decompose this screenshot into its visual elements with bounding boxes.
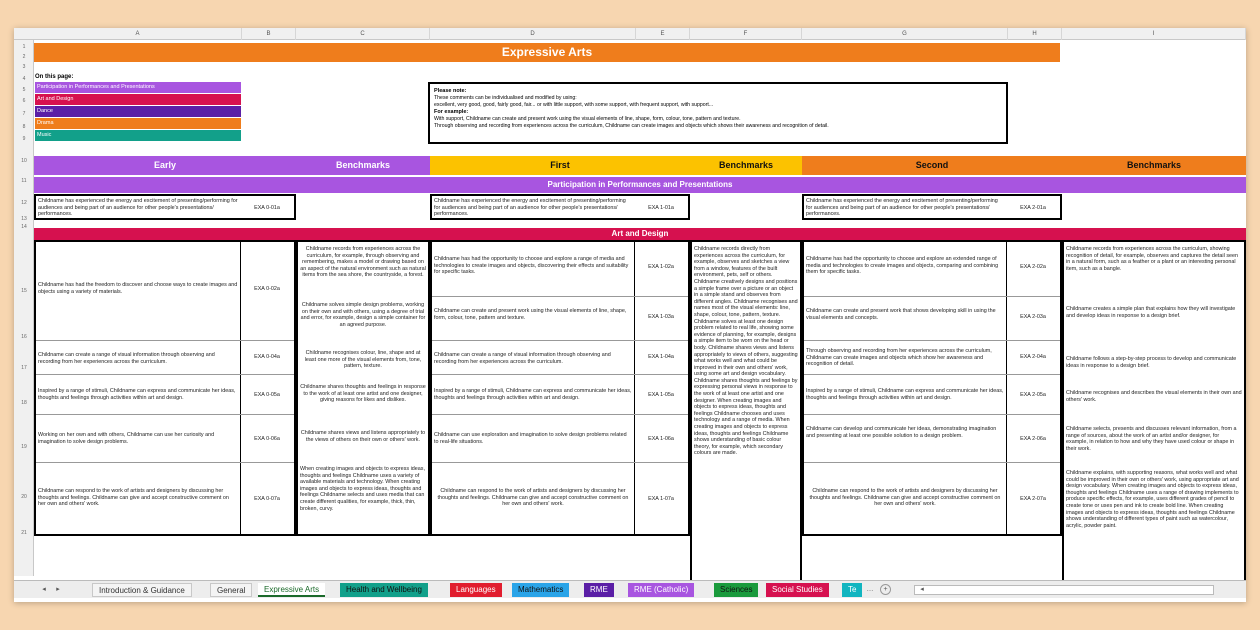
statement-cell[interactable]: Childname can create a range of visual information through observing and recording from her experiences across the curriculum. [38,352,215,365]
level-second-benchmarks: Benchmarks [1062,156,1246,175]
benchmark-cell[interactable]: Childname records directly from experiences across the curriculum, for example, observes and sketches a view from a window, features of the built environment, pets, self or others. Childname creatively designs and positions a simple frame over a picture or an object in a simple stand and observes from different angles. Childname recognises and names most of the visual elements: line, shape, colour, tone, pattern, texture. Childname solves at least one design problem related to real life, showing some evidence of planning, for example, designs a simple item to be worn on the head or body. Childname shares views and listens appropriately to views of others, suggesting what works well and what could be improved in their own and others' work, using some art and design vocabulary. Childname shares thoughts and feelings by expressing personal views in response to the work of at least one artist and one designer. When creating images and objects to express ideas, thoughts and feelings Childname chooses and uses technology and a range of media. When creating images and objects to express ideas, thoughts and feelings Childname shows understanding of basic colour theory, for example, which secondary colours are made. [694,246,798,457]
row-header[interactable]: 13 [21,216,27,222]
statement-cell[interactable]: Childname has had the opportunity to choose and explore an extended range of media and technologies to create images and objects, comparing and combining them for specific tasks. [806,256,999,276]
participation-first-box [430,194,690,220]
link-dance[interactable]: Dance [35,106,241,117]
statement-cell[interactable]: Childname can use exploration and imagination to solve design problems related to real-life situations. [434,432,627,445]
code-cell[interactable]: EXA 2-07a [1020,496,1046,502]
note-example-heading: For example: [434,109,469,115]
row-header[interactable]: 8 [22,124,26,130]
section-participation: Participation in Performances and Presentations [34,177,1246,193]
benchmark-cell[interactable]: Childname creates a simple plan that explains how they will investigate and develop ideas in response to a design brief. [1066,306,1236,319]
link-drama[interactable]: Drama [35,118,241,129]
level-second: Second [802,156,1062,175]
tab-expressive-arts[interactable]: Expressive Arts [258,583,325,597]
row-header[interactable]: 9 [22,136,26,142]
code-cell[interactable]: EXA 1-07a [648,496,674,502]
statement-cell[interactable]: Through observing and recording from her experiences across the curriculum, Childname can create images and objects which show her awareness and recognition of detail. [806,348,992,368]
divider [36,414,294,415]
benchmark-cell[interactable]: Childname follows a step-by-step process to develop and communicate ideas in response to a design brief. [1066,356,1237,369]
divider [804,374,1060,375]
link-participation[interactable]: Participation in Performances and Presentations [35,82,241,93]
tab-general[interactable]: General [210,583,252,597]
level-first: First [430,156,690,175]
code-cell[interactable]: EXA 2-06a [1020,436,1046,442]
code-cell[interactable]: EXA 1-06a [648,436,674,442]
row-header[interactable]: 20 [21,494,27,500]
divider [432,462,688,463]
participation-early-box [34,194,296,220]
col-header-b[interactable]: B [242,28,296,40]
statement-cell[interactable]: Childname has had the opportunity to choose and explore a range of media and technologies to create images and objects, discovering their effects and suitability for specific tasks. [434,256,629,276]
tab-languages[interactable]: Languages [450,583,502,597]
art-early-box [34,240,296,536]
link-music[interactable]: Music [35,130,241,141]
link-art-and-design[interactable]: Art and Design [35,94,241,105]
section-art-and-design: Art and Design [34,228,1246,240]
scroll-tabs-right-icon[interactable]: ▸ [56,586,60,593]
row-header[interactable]: 4 [22,76,26,82]
code-cell[interactable]: EXA 2-03a [1020,314,1046,320]
level-early: Early [34,156,296,175]
row-header-bar [14,40,34,576]
divider [36,340,294,341]
code-cell[interactable]: EXA 1-05a [648,392,674,398]
benchmark-cell[interactable]: Childname records from experiences across the curriculum, showing recognition of detail, for example, observes and captures the detail seen in a natural form, such as a feather or a plant or an interesting personal item, such as a bangle. [1066,246,1239,272]
code-cell[interactable]: EXA 0-05a [254,392,280,398]
row-header[interactable]: 17 [21,365,27,371]
divider [432,414,688,415]
col-header-f[interactable]: F [690,28,802,40]
sheet-title: Expressive Arts [34,43,1060,62]
col-header-g[interactable]: G [802,28,1008,40]
row-header[interactable]: 1 [22,44,26,50]
divider [1006,242,1007,534]
statement-cell[interactable]: Childname can create a range of visual information through observing and recording from her experiences across the curriculum. [434,352,611,365]
row-header[interactable]: 16 [21,334,27,340]
row-header[interactable]: 12 [21,200,27,206]
col-header-h[interactable]: H [1008,28,1062,40]
tab-rme[interactable]: RME [584,583,614,597]
note-box [428,82,1008,144]
note-heading: Please note: [434,88,467,94]
art-first-box [430,240,690,536]
col-header-e[interactable]: E [636,28,690,40]
statement-cell[interactable]: Childname has experienced the energy and excitement of presenting/performing for audiences and being part of an audience for other people's presentations/ performances. [38,198,238,218]
row-header[interactable]: 5 [22,87,26,93]
statement-cell[interactable]: Inspired by a range of stimuli, Childname can express and communicate her ideas, thoughts and feelings through activities within art and design. [806,388,1004,401]
statement-cell[interactable]: Childname has experienced the energy and excitement of presenting/performing for audiences and being part of an audience for other people's presentations/ performances. [434,198,626,218]
statement-cell[interactable]: Childname can develop and communicate her ideas, demonstrating imagination and presenting at least one possible solution to a design problem. [806,426,997,439]
divider [804,414,1060,415]
code-cell[interactable]: EXA 0-01a [254,205,280,211]
row-header[interactable]: 2 [22,54,26,60]
code-cell[interactable]: EXA 0-07a [254,496,280,502]
code-cell[interactable]: EXA 0-02a [254,286,280,292]
code-cell[interactable]: EXA 1-03a [648,314,674,320]
statement-cell[interactable]: Childname can respond to the work of artists and designers by discussing her thoughts and feelings. Childname can give and accept constructive comment on her own and others' work. [437,488,629,508]
benchmark-cell[interactable]: When creating images and objects to express ideas, thoughts and feelings Childname uses a variety of available materials and technology. When creating images and objects to express ideas, thoughts and feelings Childname selects and uses media that can create different qualities, for example, thick, thin, broken, curvy. [300,466,425,512]
tab-introduction-guidance[interactable]: Introduction & Guidance [92,583,192,597]
statement-cell[interactable]: Inspired by a range of stimuli, Childname can express and communicate her ideas, thoughts and feelings through activities within art and design. [434,388,632,401]
more-tabs-icon[interactable]: … [866,586,874,593]
art-first-benchmarks-box [690,240,802,584]
statement-cell[interactable]: Childname has had the freedom to discover and choose ways to create images and objects using a variety of materials. [38,282,238,295]
horizontal-scrollbar[interactable] [914,585,1214,595]
benchmark-cell[interactable]: Childname recognises and describes the visual elements in their own and others' work. [1066,390,1242,403]
code-cell[interactable]: EXA 0-06a [254,436,280,442]
code-cell[interactable]: EXA 2-02a [1020,264,1046,270]
benchmark-cell[interactable]: Childname explains, with supporting reasons, what works well and what could be improved in their own or others' work, using appropriate art and design vocabulary. When creating images and objects to express ideas, thoughts and feelings Childname uses a range of drawing implements to produce specific effects, for example, uses different grades of pencil to create tone or uses pen and ink to create bold line. When creating images and objects to express ideas, thoughts and feelings Childname shows understanding of different types of paint such as watercolour, acrylic, powder paint. [1066,470,1239,529]
col-header-a[interactable]: A [34,28,242,40]
note-line: excellent, very good, good, fairly good, fair... or with little support, with some support, with frequent support, with support... [434,102,714,108]
note-line: Through observing and recording from experiences across the curriculum, Childname can create images and objects which shows their awareness and recognition of detail. [434,123,829,129]
add-sheet-icon[interactable]: + [880,584,891,595]
benchmark-cell[interactable]: Childname shares thoughts and feelings in response to the work of at least one artist and one designer, giving reasons for likes and dislikes. [300,384,426,404]
divider [804,296,1060,297]
statement-cell[interactable]: Childname can respond to the work of artists and designers by discussing her thoughts and feelings. Childname can give and accept constructive comment on her own and others' work. [38,488,229,508]
benchmark-cell[interactable]: Childname selects, presents and discusses relevant information, from a range of sources, about the work of an artist and/or designer, for example, in relation to how and why they have used colour or shape in their work. [1066,426,1237,452]
spreadsheet [14,28,1246,602]
statement-cell[interactable]: Childname has experienced the energy and excitement of presenting/performing for audiences and being part of an audience for other people's presentations/ performances. [806,198,998,218]
benchmark-cell[interactable]: Childname recognises colour, line, shape and at least one more of the visual elements from, tone, pattern, texture. [304,350,422,370]
benchmark-cell[interactable]: Childname records from experiences across the curriculum, for example, through observing and remembering, makes a model or drawing based on an aspect of the natural environment such as natural items from the sea shore, the countryside, a forest. [300,246,426,279]
row-header[interactable]: 14 [21,224,27,230]
note-line: With support, Childname can create and present work using the visual elements of line, shape, form, colour, tone, pattern and texture. [434,116,741,122]
code-cell[interactable]: EXA 2-05a [1020,392,1046,398]
col-header-d[interactable]: D [430,28,636,40]
divider [36,374,294,375]
col-header-c[interactable]: C [296,28,430,40]
row-header[interactable]: 10 [21,158,27,164]
tab-social-studies[interactable]: Social Studies [766,583,829,597]
divider [634,242,635,534]
level-early-benchmarks: Benchmarks [296,156,430,175]
row-header[interactable]: 15 [21,288,27,294]
code-cell[interactable]: EXA 1-02a [648,264,674,270]
code-cell[interactable]: EXA 2-04a [1020,354,1046,360]
row-header[interactable]: 19 [21,444,27,450]
benchmark-cell[interactable]: Childname shares views and listens appropriately to the views of others on their own or others' work. [300,430,426,443]
code-cell[interactable]: EXA 1-01a [648,205,674,211]
statement-cell[interactable]: Childname can create and present work that shows developing skill in using the visual elements and concepts. [806,308,996,321]
divider [432,340,688,341]
statement-cell[interactable]: Childname can respond to the work of artists and designers by discussing her thoughts and feelings. Childname can give and accept constructive comment on her own and others' work. [809,488,1001,508]
tab-mathematics[interactable]: Mathematics [512,583,569,597]
on-this-page-label: On this page: [35,74,74,80]
benchmark-cell[interactable]: Childname solves simple design problems, working on their own and with others, using a degree of trial and error, for example, design a simple container for an agreed purpose. [300,302,426,328]
scrollbar-handle-icon[interactable]: ◂ [920,586,924,593]
code-cell[interactable]: EXA 1-04a [648,354,674,360]
art-second-benchmarks-box [1062,240,1246,584]
statement-cell[interactable]: Working on her own and with others, Childname can use her curiosity and imagination to solve design problems. [38,432,215,445]
row-header[interactable]: 6 [22,98,26,104]
row-header[interactable]: 18 [21,400,27,406]
sheet-tab-bar [14,580,1246,598]
divider [36,462,294,463]
row-header[interactable]: 7 [22,111,26,117]
sheet-grid[interactable] [34,40,1246,576]
code-cell[interactable]: EXA 2-01a [1020,205,1046,211]
scroll-tabs-left-icon[interactable]: ◂ [42,586,46,593]
tab-technologies[interactable]: Te [842,583,862,597]
statement-cell[interactable]: Childname can create and present work using the visual elements of line, shape, form, colour, tone, pattern and texture. [434,308,627,321]
row-header[interactable]: 21 [21,530,27,536]
col-header-i[interactable]: I [1062,28,1246,40]
column-header-bar [14,28,1246,40]
tab-rme-catholic[interactable]: RME (Catholic) [628,583,694,597]
row-header[interactable]: 3 [22,64,26,70]
tab-health-and-wellbeing[interactable]: Health and Wellbeing [340,583,428,597]
divider [432,296,688,297]
note-line: These comments can be individualised and modified by using: [434,95,577,101]
divider [804,462,1060,463]
art-early-benchmarks-box [296,240,430,536]
art-second-box [802,240,1062,536]
participation-second-box [802,194,1062,220]
statement-cell[interactable]: Inspired by a range of stimuli, Childname can express and communicate her ideas, thoughts and feelings through activities within art and design. [38,388,236,401]
code-cell[interactable]: EXA 0-04a [254,354,280,360]
divider [432,374,688,375]
tab-sciences[interactable]: Sciences [714,583,758,597]
row-header[interactable]: 11 [21,178,27,184]
divider [804,340,1060,341]
level-first-benchmarks: Benchmarks [690,156,802,175]
